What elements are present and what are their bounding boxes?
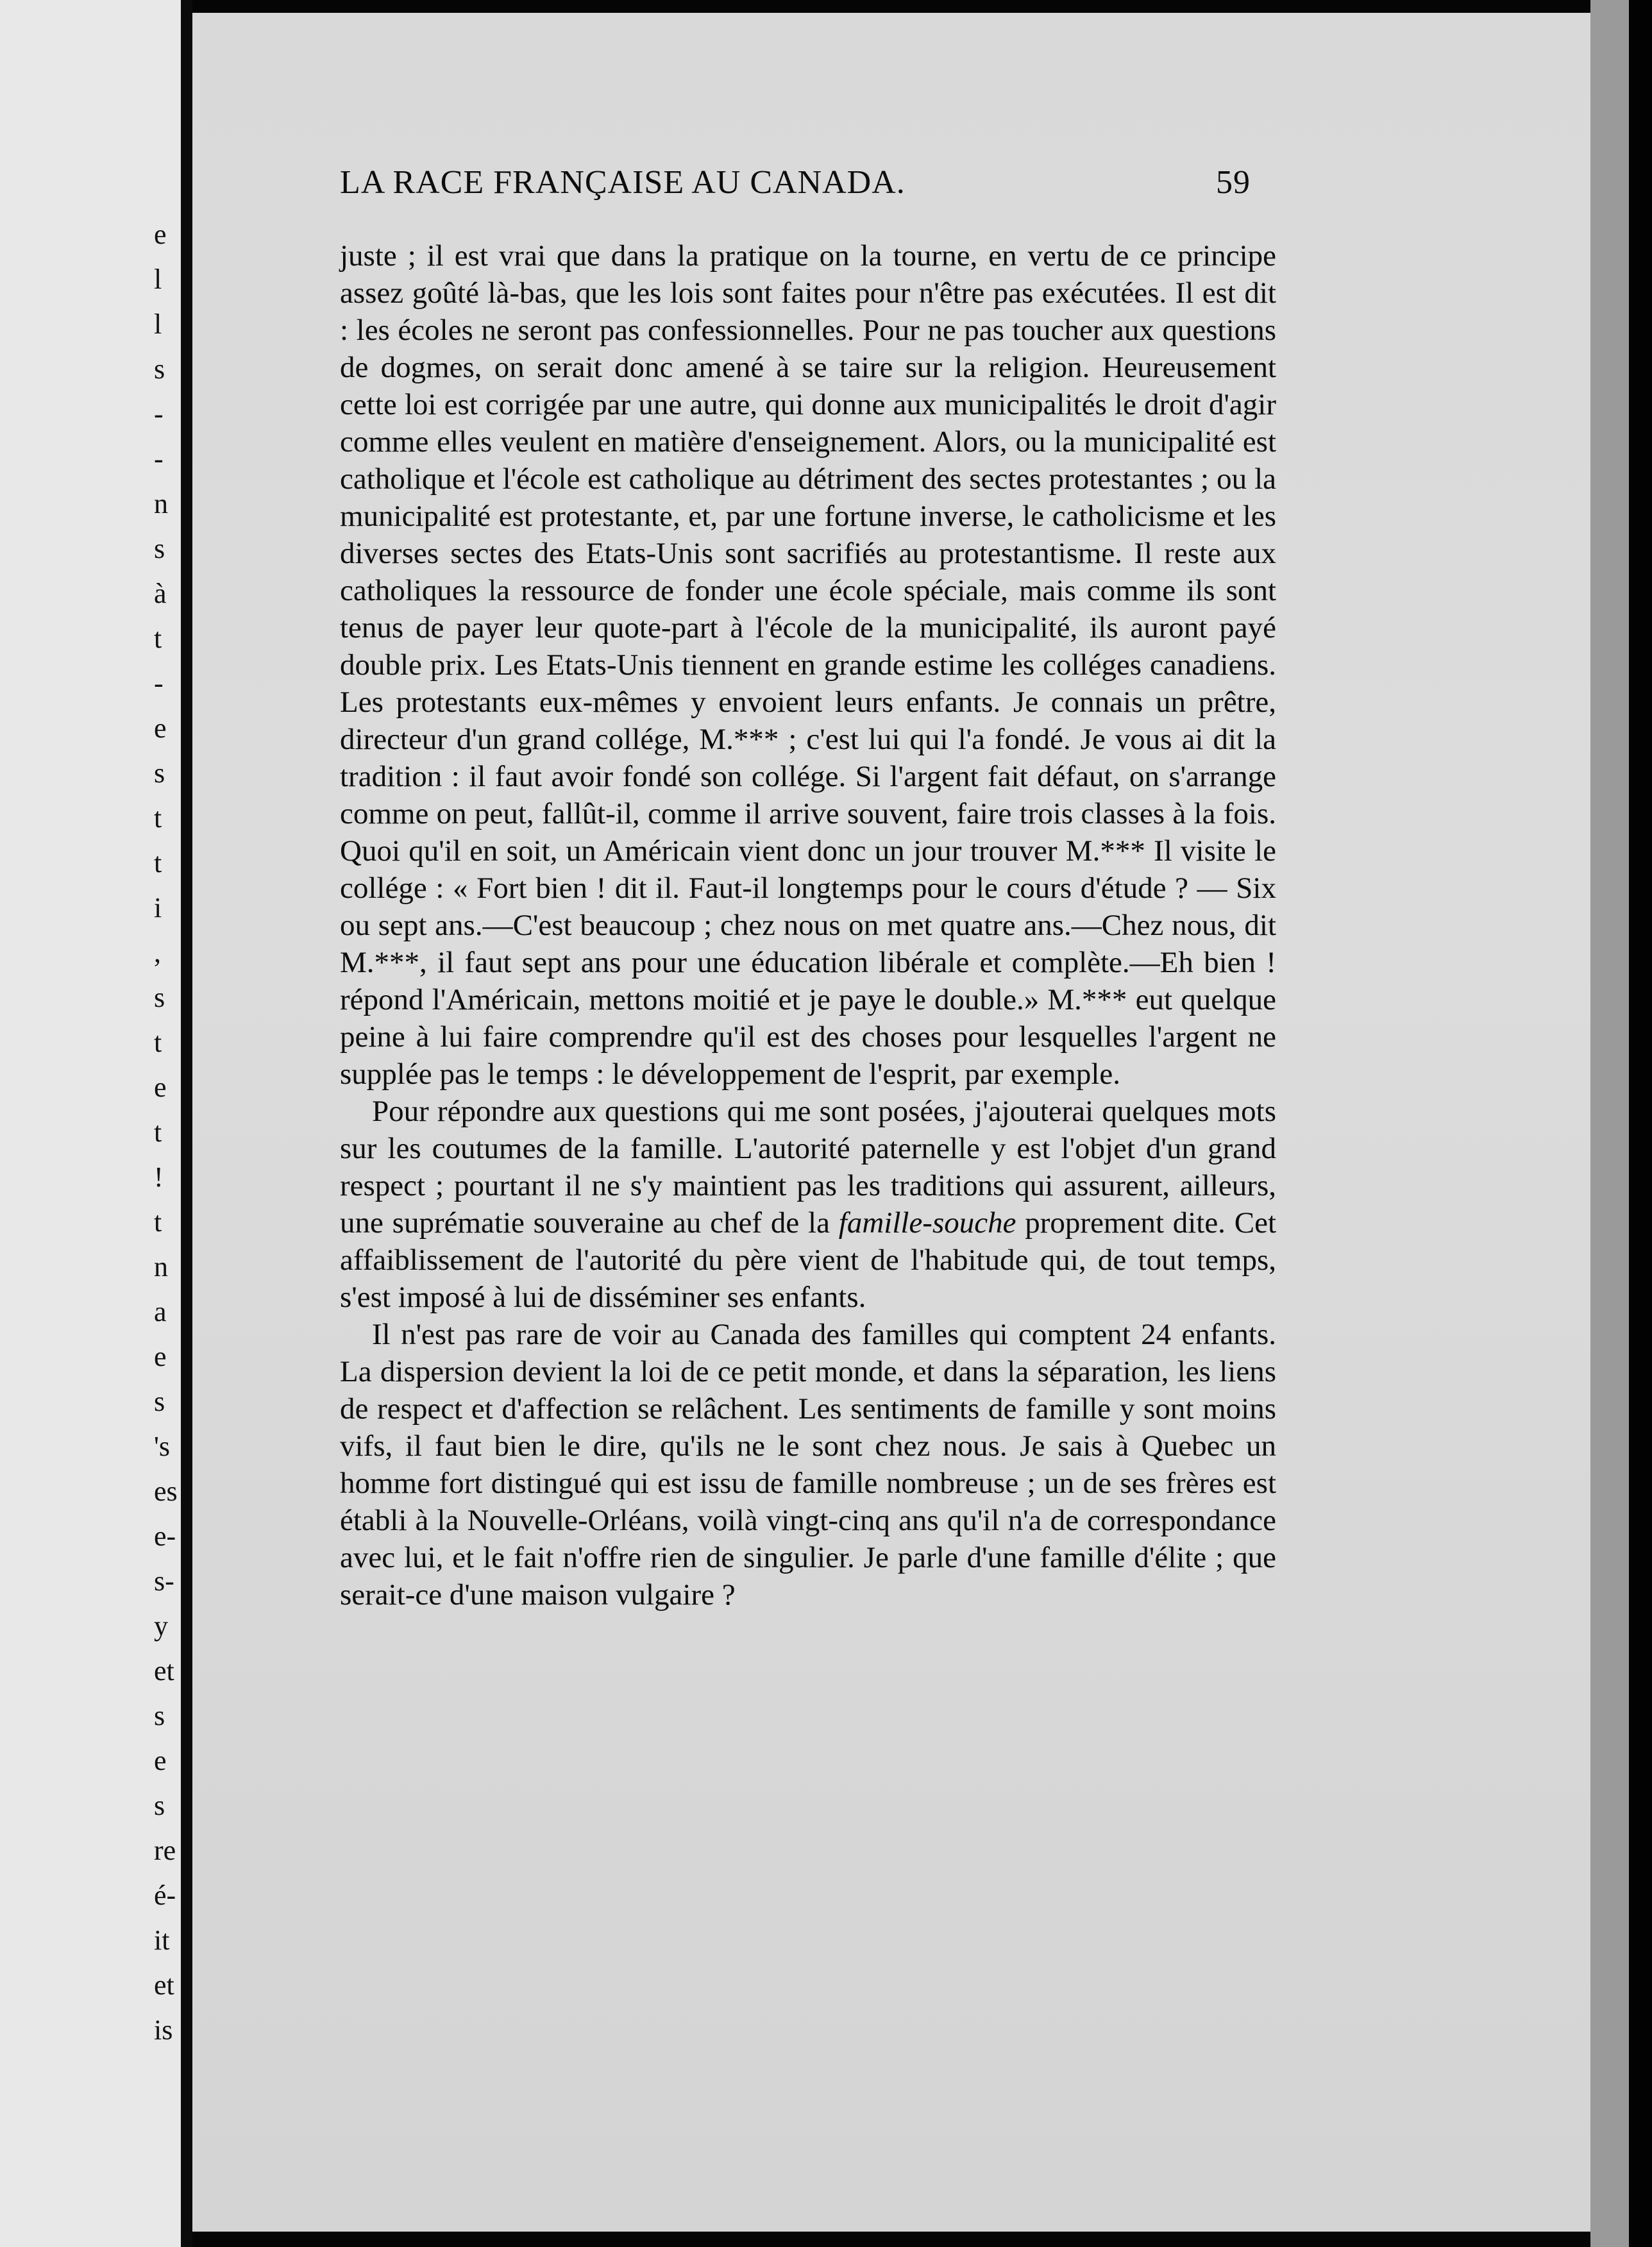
facing-page-fragment: et	[154, 1655, 174, 1687]
paragraph-2-before: Pour répondre aux questions qui me sont posées, j'ajouterai quelques mots sur les coutumes de la famille. L'autorité paternelle y est l'objet d'un grand respect ; pourtant il ne s'y maintient pas les traditions qui assurent, ailleurs, une suprématie souveraine au chef de la	[340, 1095, 1276, 1240]
facing-page-fragment: t	[154, 623, 162, 654]
facing-page-fragment: e	[154, 219, 167, 250]
facing-page-fragment: a	[154, 1296, 167, 1327]
facing-page-fragment: s	[154, 982, 165, 1013]
facing-page-fragment: n	[154, 1251, 168, 1283]
facing-page-fragment: à	[154, 578, 167, 609]
facing-page-fragment: t	[154, 1116, 162, 1148]
facing-page-fragment: !	[154, 1161, 164, 1193]
facing-page-fragment: e	[154, 712, 167, 744]
paragraph-2	[340, 1093, 1276, 1316]
facing-page-fragment: t	[154, 847, 162, 879]
facing-page-fragment: n	[154, 488, 168, 519]
body-text	[340, 237, 1276, 1613]
facing-page-fragment: e	[154, 1341, 167, 1372]
facing-page-fragment: s	[154, 533, 165, 564]
paragraph-3: Il n'est pas rare de voir au Canada des familles qui comptent 24 enfants. La dispersion devient la loi de ce petit monde, et dans la séparation, les liens de respect et d'affection se relâchent. Les sentiments de famille y sont moins vifs, il faut bien le dire, qu'ils ne le sont chez nous. Je sais à Quebec un homme fort distingué qui est issu de famille nombreuse ; un de ses frères est établi à la Nouvelle-Orléans, voilà vingt-cinq ans qu'il n'a de correspondance avec lui, et le fait n'offre rien de singulier. Je parle d'une famille d'élite ; que serait-ce d'une maison vulgaire ?	[340, 1318, 1276, 1612]
facing-page-fragment: et	[154, 1969, 174, 2001]
facing-page-fragment: s	[154, 1700, 165, 1731]
facing-page-fragment: s	[154, 1386, 165, 1417]
page-edge-right	[1590, 0, 1629, 2247]
facing-page-fragment: l	[154, 308, 162, 340]
facing-page-fragment: e	[154, 1745, 167, 1776]
binding-gutter	[181, 0, 192, 2247]
facing-page-fragment: t	[154, 1027, 162, 1058]
facing-page-fragment: is	[154, 2014, 173, 2046]
facing-page-fragment: it	[154, 1924, 170, 1956]
facing-page-fragment: l	[154, 264, 162, 295]
facing-page-fragment: é-	[154, 1880, 176, 1911]
facing-page-fragment: e	[154, 1072, 167, 1103]
running-head	[340, 164, 1251, 201]
facing-page-fragment: ,	[154, 937, 161, 968]
page-number: 59	[1216, 164, 1251, 201]
facing-page-fragment: s	[154, 353, 165, 385]
paragraph-1: juste ; il est vrai que dans la pratique on la tourne, en vertu de ce principe assez goûté là-bas, que les lois sont faites pour n'être pas exécutées. Il est dit : les écoles ne seront pas confessionnelles. Pour ne pas toucher aux questions de dogmes, on serait donc amené à se taire sur la religion. Heureusement cette loi est corrigée par une autre, qui donne aux municipalités le droit d'agir comme elles veulent en matière d'enseignement. Alors, ou la municipalité est catholique et l'école est catholique au détriment des sectes protestantes ; ou la municipalité est protestante, et, par une fortune inverse, le catholicisme et les diverses sectes des Etats-Unis sont sacrifiés au protestantisme. Il reste aux catholiques la ressource de fonder une école spéciale, mais comme ils sont tenus de payer leur quote-part à l'école de la municipalité, ils auront payé double prix. Les Etats-Unis tiennent en grande estime les colléges canadiens. Les protestants eux-mêmes y envoient leurs enfants. Je connais un prêtre, directeur d'un grand collége, M.*** ; c'est lui qui l'a fondé. Je vous ai dit la tradition : il faut avoir fondé son collége. Si l'argent fait défaut, on s'arrange comme on peut, fallût-il, comme il arrive souvent, faire trois classes à la fois. Quoi qu'il en soit, un Américain vient donc un jour trouver M.*** Il visite le collége : « Fort bien ! dit il. Faut-il longtemps pour le cours d'étude ? — Six ou sept ans.—C'est beaucoup ; chez nous on met quatre ans.—Chez nous, dit M.***, il faut sept ans pour une éducation libérale et complète.—Eh bien ! répond l'Américain, mettons moitié et je paye le double.» M.*** eut quelque peine à lui faire comprendre qu'il est des choses pour lesquelles l'argent ne supplée pas le temps : le développement de l'esprit, par exemple.	[340, 239, 1276, 1091]
facing-page-fragment: es	[154, 1476, 178, 1507]
facing-page-fragment: -	[154, 668, 164, 699]
facing-page-fragment: t	[154, 1206, 162, 1238]
facing-page-fragment: s	[154, 757, 165, 789]
running-head-title: LA RACE FRANÇAISE AU CANADA.	[340, 164, 906, 201]
facing-page-fragment: -	[154, 443, 164, 475]
facing-page-fragment: t	[154, 802, 162, 834]
paragraph-2-italic: famille-souche	[838, 1206, 1016, 1240]
facing-page-fragment: re	[154, 1835, 176, 1866]
scan-border	[1629, 0, 1652, 2247]
facing-page-fragment: i	[154, 892, 162, 923]
facing-page-fragment: s	[154, 1790, 165, 1821]
paragraph-2-after: proprement dite. Cet affaiblissement de l'autorité du père vient de l'habitude qui, de tout temps, s'est imposé à lui de disséminer ses enfants.	[340, 1206, 1277, 1314]
facing-page-fragment: s-	[154, 1565, 174, 1597]
facing-page-fragment: y	[154, 1610, 168, 1642]
facing-page-fragment: -	[154, 398, 164, 430]
facing-page-fragment: 's	[154, 1431, 171, 1462]
facing-page-fragment: e-	[154, 1520, 176, 1552]
facing-page-text-fragments	[0, 0, 180, 2247]
